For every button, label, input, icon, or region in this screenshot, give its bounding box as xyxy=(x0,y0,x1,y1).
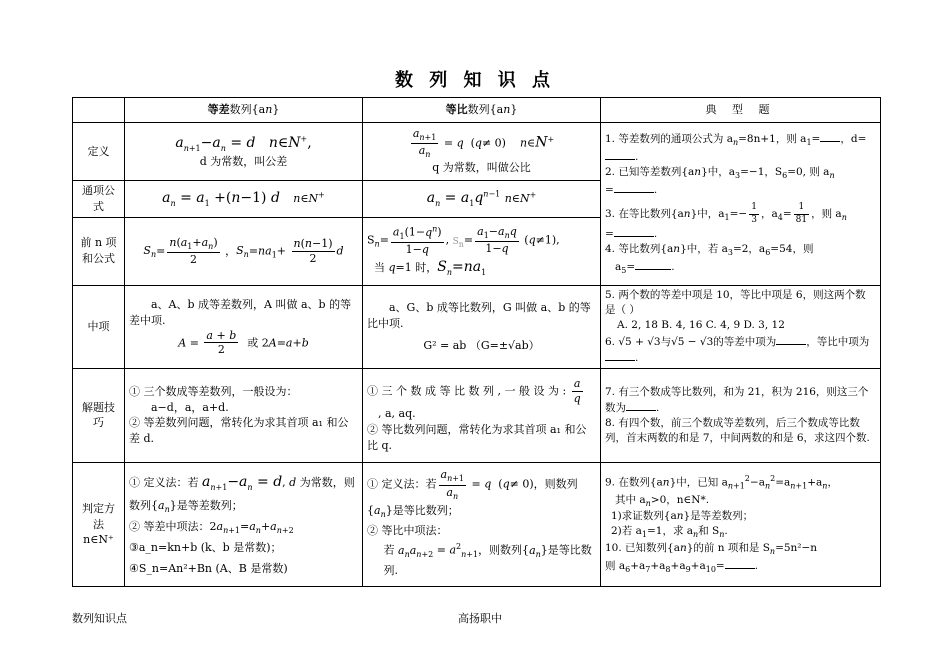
arith-tips-1b: a−d，a，a+d. xyxy=(151,400,229,414)
geo-tips-1b: , a, aq. xyxy=(378,406,416,420)
row-definition xyxy=(73,123,881,181)
arith-middle xyxy=(125,285,363,368)
geo-definition xyxy=(363,123,601,181)
problem-5: 5. 两个数的等差中项是 10，等比中项是 6，则这两个数是（ ） xyxy=(605,288,866,317)
geo-middle xyxy=(363,285,601,368)
geo-tips-2: ② 等比数列问题，常转化为求其首项 a₁ 和公比 q. xyxy=(367,422,587,452)
geo-tips xyxy=(363,368,601,462)
problem-9-cond: 其中 $a_n>0$，n∈N*. xyxy=(615,493,710,508)
problem-8: 8. 有四个数，前三个数成等差数列，后三个数成等比数列，首末两数的和是 7，中间两数的和是 6，求这四个数. xyxy=(605,416,870,445)
header-geo: 等比数列{an} xyxy=(363,98,601,123)
problem-9-1: 1)求证数列{an}是等差数列； xyxy=(611,510,754,523)
row-judge xyxy=(73,462,881,586)
problem-3: 3. 在等比数列{an}中，$a_1=-$ $\frac{1}{3}$ ，$a_4=$ $\frac{1}{81}$ ，则 $a_n$ = . xyxy=(605,202,847,240)
knowledge-table xyxy=(72,97,881,587)
arith-definition xyxy=(125,123,363,181)
problems-7-8 xyxy=(601,368,881,462)
arith-tips-2: ② 等差数列问题，常转化为求其首项 a₁ 和公差 d. xyxy=(129,416,349,446)
problems-1-4 xyxy=(601,123,881,286)
arith-judge-2: ② 等差中项法：$2a_{n+1}=a_n+a_{n+2}$ xyxy=(129,519,294,536)
geo-judge-3: 若 $a_na_{n+2} = a^2_{n+1}$，则数列$\{a_n\}$是等比数列. xyxy=(383,542,592,577)
header-problems: 典 型 题 xyxy=(601,98,881,123)
problem-10-ask: 则 $a_6+a_7+a_8+a_9+a_{10}=$ . xyxy=(605,559,759,574)
row-tips xyxy=(73,368,881,462)
problem-9-2: 2)若 $a_1=1$，求 $a_n$和 $S_n$. xyxy=(611,525,728,540)
geo-judge-1: ① 定义法：若 $\frac{a_{n+1}}{a_n}$ = q (q≠ 0)，则数列$\{a_n\}$是等比数列； xyxy=(367,468,578,520)
arith-def-formula: $a_{n+1}-a_n = d$ n∈N+, xyxy=(175,134,312,153)
arith-judge-1: ① 定义法：若 $a_{n+1}-a_n = d$, d 为常数，则数列$\{a_n\}$是等差数列； xyxy=(129,473,355,514)
arith-judge-4: ④S_n=An²+Bn (A、B 是常数) xyxy=(129,562,288,576)
problem-2: 2. 已知等差数列{an}中，$a_3=-1$，$S_6=0$, 则 $a_n$ = . xyxy=(605,166,835,197)
header-arith: 等差数列{an} xyxy=(125,98,363,123)
problem-9: 9. 在数列{an}中，已知 $a_{n+1}^2-a_n^2=a_{n+1}+a_n$， xyxy=(605,474,838,491)
row-label-formula: 通项公式 xyxy=(73,181,125,218)
header-row xyxy=(73,98,881,123)
footer-center: 高扬职中 xyxy=(458,612,502,625)
row-middle xyxy=(73,285,881,368)
problem-1: 1. 等差数列的通项公式为 $a_n=8n+1$，则 $a_1=$ ，d=. xyxy=(605,133,867,164)
arith-tips-1: ① 三个数成等差数列，一般设为： xyxy=(129,384,298,398)
header-blank xyxy=(73,98,125,123)
arith-mid-formula: A = $\frac{a + b}{2}$ 或 2A=a+b xyxy=(178,328,309,357)
geo-judge xyxy=(363,462,601,586)
geo-def-formula: $\frac{a_{n+1}}{a_n}$ = q (q≠ 0) n∈N+ xyxy=(412,126,555,160)
geo-judge-2: ② 等比中项法： xyxy=(367,523,448,537)
row-label-tips: 解题技巧 xyxy=(73,368,125,462)
problem-7: 7. 有三个数成等比数列，和为 21，积为 216，则这三个数为 . xyxy=(605,385,869,414)
arith-sum: $S_n=$ $\frac{n(a_1+a_n)}{2}$ ，$S_n=na_1+$ $\frac{n(n-1)}{2}$ d xyxy=(125,217,363,285)
geo-mid-formula: G² = ab （G=±√ab） xyxy=(423,338,540,352)
geo-sum-q1: 当 q=1 时，$S_n=na_1$ xyxy=(367,258,487,277)
problems-5-6 xyxy=(601,285,881,368)
page-title: 数 列 知 识 点 xyxy=(394,70,556,91)
arith-judge xyxy=(125,462,363,586)
geo-mid-text: a、G、b 成等比数列，G 叫做 a、b 的等比中项. xyxy=(367,301,591,330)
problem-4: 4. 等比数列{an}中，若 $a_3=2$，$a_6=54$，则 $a_5=$ . xyxy=(605,243,814,275)
arith-def-note: d 为常数，叫公差 xyxy=(199,155,288,169)
arith-mid-text: a、A、b 成等差数列，A 叫做 a、b 的等差中项. xyxy=(129,297,352,327)
geo-def-note: q 为常数，叫做公比 xyxy=(432,161,531,175)
row-label-judge: 判定方法 n∈N⁺ xyxy=(73,462,125,586)
footer-left: 数列知识点 xyxy=(72,612,127,625)
problem-10: 10. 已知数列{an}的前 n 项和是 $S_n=5n^2-n$ xyxy=(605,542,818,557)
arith-judge-3: ③a_n=kn+b (k、b 是常数)； xyxy=(129,541,282,555)
geo-tips-1: ① 三 个 数 成 等 比 数 列 , 一 般 设 为 : $\frac{a}{q}$ xyxy=(367,377,581,406)
problems-9-10 xyxy=(601,462,881,586)
row-label-definition: 定义 xyxy=(73,123,125,181)
row-label-middle: 中项 xyxy=(73,285,125,368)
geo-sum: $S_n=$ $\frac{a_1(1-q^n)}{1-q}$ , $S_n=$ $\frac{a_1-a_nq}{1-q}$ (q≠1), 当 q=1 时，$S_n=na_1$ xyxy=(363,217,601,285)
problem-5-options: A. 2, 18 B. 4, 16 C. 4, 9 D. 3, 12 xyxy=(617,319,785,332)
arith-tips xyxy=(125,368,363,462)
problem-6: 6. √5 + √3与√5 − √3的等差中项为 ，等比中项为. xyxy=(605,335,870,364)
geo-general-term: $a_n = a_1q^{n-1}$ n∈N+ xyxy=(363,181,601,218)
arith-general-term: $a_n = a_1 +(n-1)$ d n∈N+ xyxy=(125,181,363,218)
row-label-sum: 前 n 项和公式 xyxy=(73,217,125,285)
